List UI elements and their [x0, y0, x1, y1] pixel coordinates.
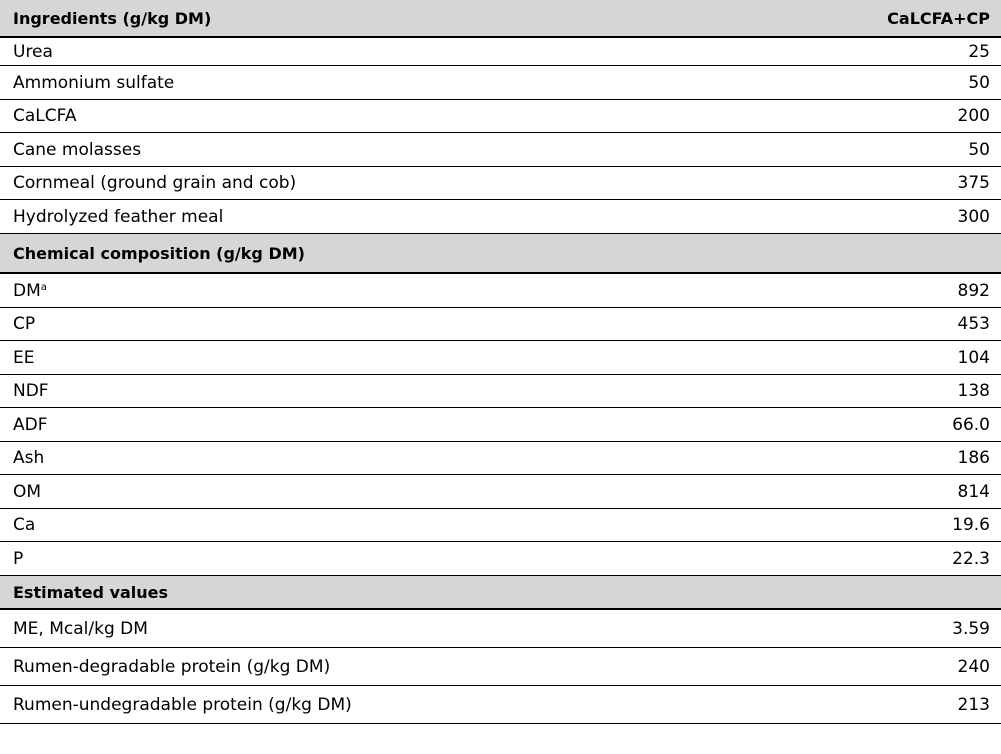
table-row: [0, 648, 1001, 686]
section-header-label: Chemical composition (g/kg DM): [13, 243, 305, 263]
table-row: [0, 475, 1001, 509]
row-value: 3.59: [952, 618, 990, 639]
row-label: NDF: [13, 381, 49, 401]
row-value: 66.0: [952, 414, 990, 435]
row-label: Ammonium sulfate: [13, 72, 175, 93]
row-value: 375: [957, 173, 990, 193]
section-header-label: Ingredients (g/kg DM): [13, 8, 212, 28]
row-value: 240: [957, 656, 990, 677]
table-row: [0, 442, 1001, 475]
row-label: Ca: [13, 515, 36, 535]
table-row: [0, 686, 1001, 724]
row-label: CP: [13, 314, 36, 334]
row-value: 138: [957, 381, 990, 401]
row-label: Urea: [13, 41, 53, 62]
row-label: EE: [13, 347, 35, 368]
table-row: [0, 408, 1001, 442]
row-value: 50: [968, 139, 990, 160]
row-label: Hydrolyzed feather meal: [13, 206, 224, 227]
section-header: [0, 234, 1001, 274]
row-label: P: [13, 548, 24, 569]
row-label: ME, Mcal/kg DM: [13, 618, 148, 639]
row-label: Cornmeal (ground grain and cob): [13, 173, 297, 193]
row-value: 453: [957, 314, 990, 334]
row-label: ADF: [13, 414, 48, 435]
row-value: 186: [957, 448, 990, 468]
row-label: Ash: [13, 448, 45, 468]
section-header: [0, 576, 1001, 610]
table-row: [0, 100, 1001, 133]
table-row: [0, 66, 1001, 100]
table-row: [0, 610, 1001, 648]
row-value: 22.3: [952, 548, 990, 569]
table-row: [0, 341, 1001, 375]
table-row: [0, 38, 1001, 66]
table-row: [0, 200, 1001, 234]
table-row: [0, 133, 1001, 167]
row-value: 300: [957, 206, 990, 227]
section-header: [0, 0, 1001, 38]
table-row: [0, 375, 1001, 408]
row-value: 25: [968, 41, 990, 62]
table-row: [0, 542, 1001, 576]
footnote-marker: a: [40, 281, 47, 293]
row-value: 213: [957, 694, 990, 715]
row-label: Rumen-degradable protein (g/kg DM): [13, 656, 331, 677]
row-label: Cane molasses: [13, 139, 142, 160]
row-value: 104: [957, 347, 990, 368]
section-header-label: Estimated values: [13, 582, 169, 602]
row-label: $DM^a$: [13, 280, 47, 301]
table-row: [0, 308, 1001, 341]
row-value: 814: [957, 481, 990, 502]
table-row: [0, 167, 1001, 200]
column-header: CaLCFA+CP: [887, 8, 990, 28]
row-value: 200: [957, 106, 990, 126]
row-value: 50: [968, 72, 990, 93]
row-label: CaLCFA: [13, 106, 77, 126]
row-label: Rumen-undegradable protein (g/kg DM): [13, 694, 352, 715]
table-row: [0, 274, 1001, 308]
row-value: 892: [957, 280, 990, 301]
row-label: OM: [13, 481, 42, 502]
table-row: [0, 509, 1001, 542]
row-value: 19.6: [952, 515, 990, 535]
